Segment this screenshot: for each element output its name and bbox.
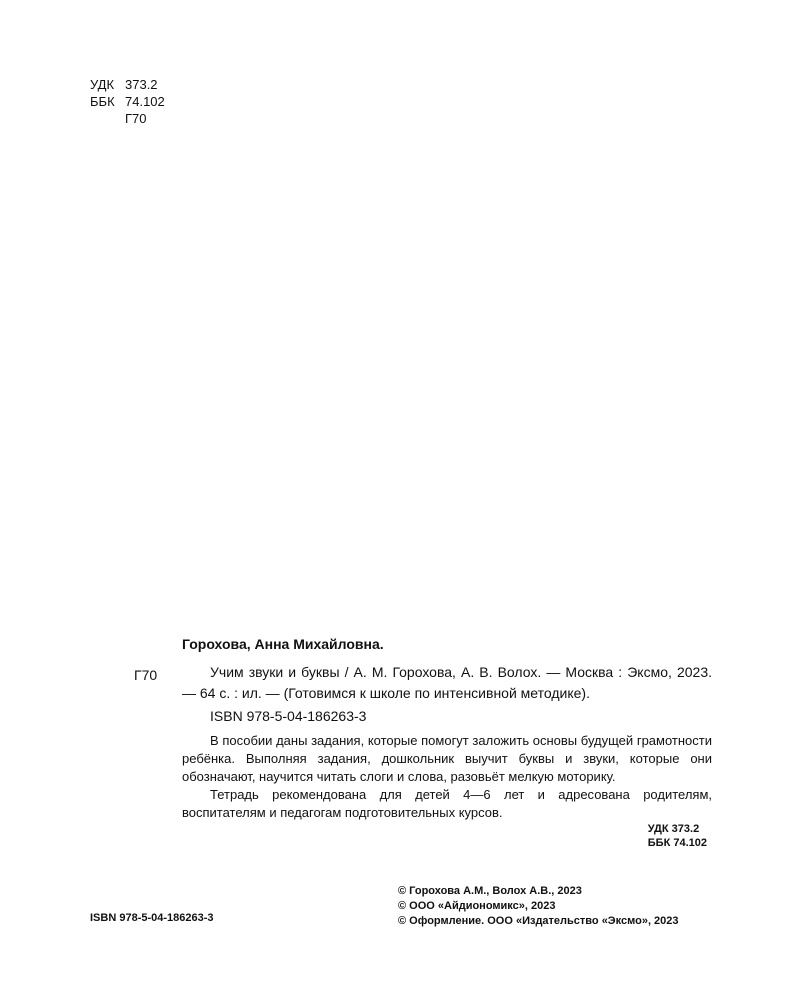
record-bbk: ББК 74.102	[647, 837, 707, 849]
record-udk: УДК 373.2	[647, 823, 700, 835]
copyright-line: © Оформление. ООО «Издательство «Эксмо», 2023	[398, 915, 679, 927]
author-mark: Г70	[134, 667, 158, 683]
bbk-value: 74.102	[125, 94, 165, 109]
annotation	[182, 732, 712, 822]
udk-label: УДК	[90, 77, 115, 92]
citation-text: Учим звуки и буквы / А. М. Горохова, А. В. Волох. — Москва : Эксмо, 2023. — 64 с. : ил. — (Готовимся к школе по интенсивной методике).	[182, 664, 712, 701]
copyright-line: © ООО «Айдиономикс», 2023	[398, 900, 556, 912]
author-heading: Горохова, Анна Михайловна.	[182, 636, 384, 652]
record-isbn: ISBN 978-5-04-186263-3	[210, 708, 367, 724]
udk-value: 373.2	[125, 77, 158, 92]
classification-codes	[90, 76, 165, 127]
bbk-row	[90, 93, 165, 110]
footer-isbn: ISBN 978-5-04-186263-3	[90, 912, 214, 924]
annotation-paragraph-1: В пособии даны задания, которые помогут заложить основы будущей грамотности ребёнка. Выполняя задания, дошкольник выучит буквы и звуки, которые они обозначают, научится читать слоги и слова, разовьёт мелкую моторику.	[182, 733, 712, 784]
bbk-label: ББК	[90, 94, 115, 109]
copyright-block	[398, 884, 679, 929]
udk-row	[90, 76, 165, 93]
annotation-paragraph-2: Тетрадь рекомендована для детей 4—6 лет и адресована родителям, воспитателям и педагогам подготовительных курсов.	[182, 787, 712, 820]
citation-block	[182, 662, 712, 704]
author-mark-top: Г70	[125, 111, 147, 126]
copyright-line: © Горохова А.М., Волох А.В., 2023	[398, 885, 582, 897]
record-codes	[648, 822, 707, 850]
